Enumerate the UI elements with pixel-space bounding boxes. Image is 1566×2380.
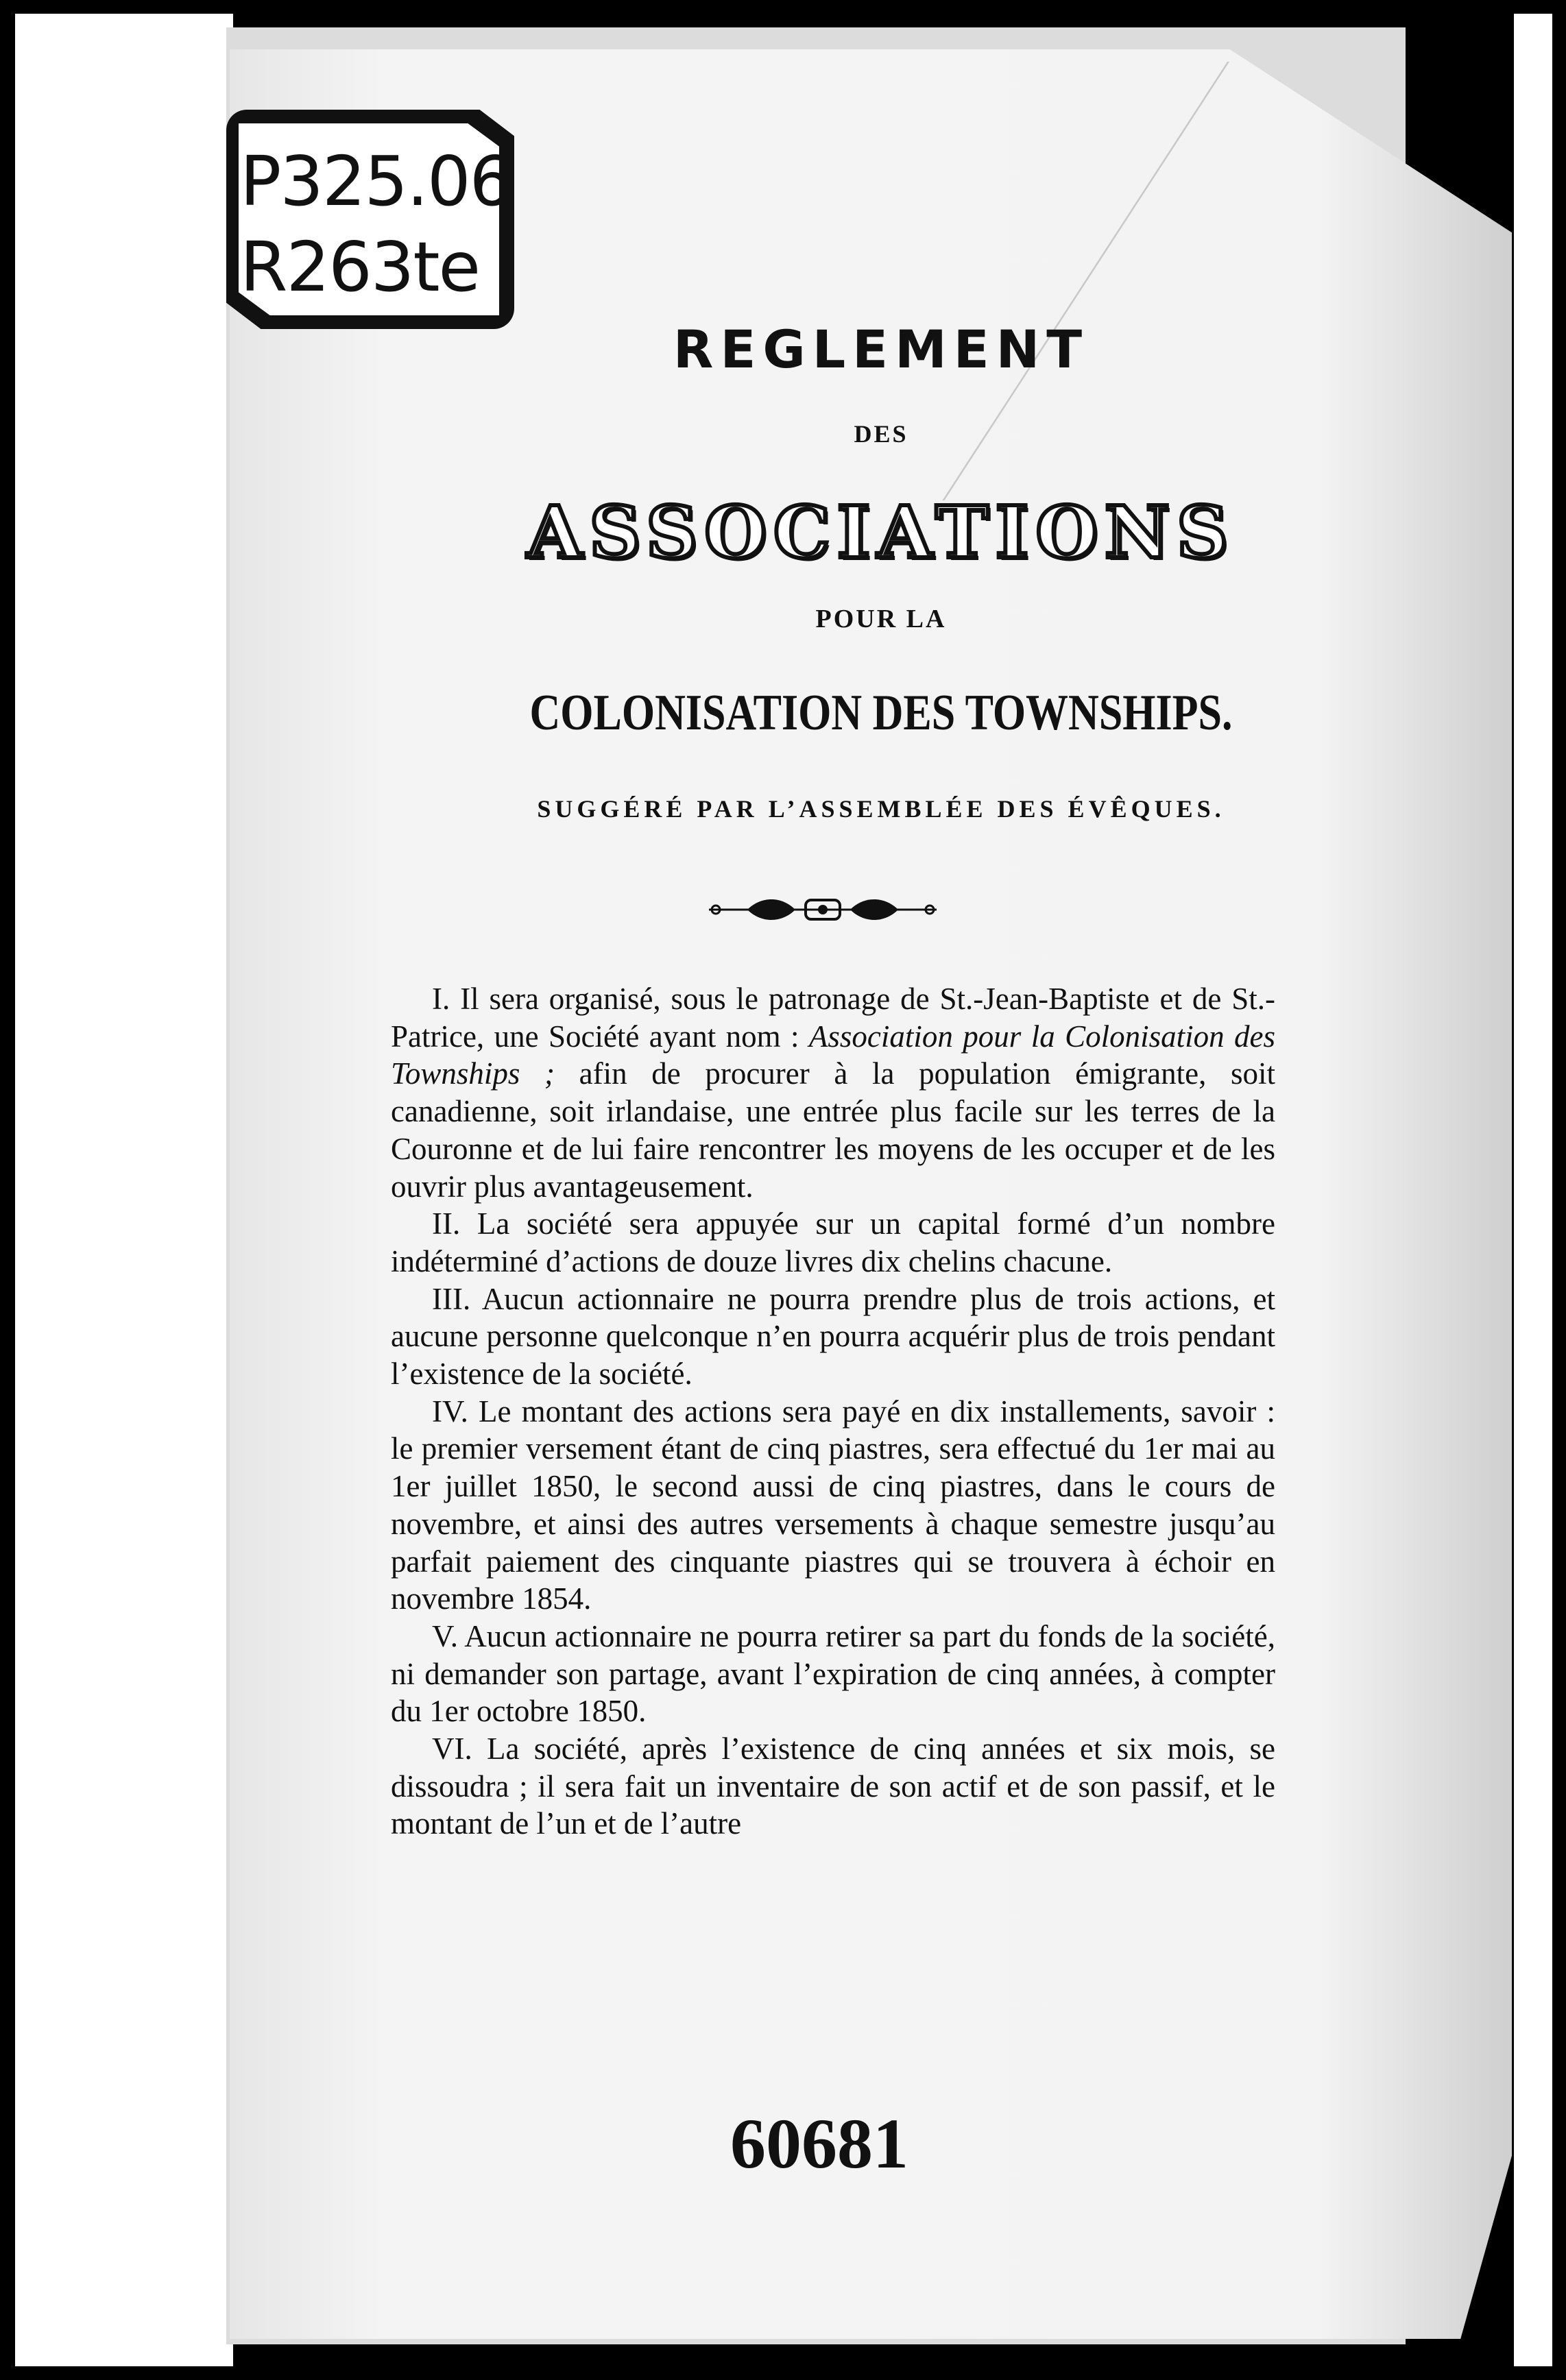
article-1-text-b: afin de procurer à la population émigrante, soit canadienne, soit irlandaise, une entrée plus facile sur les terres de la Couronne et de lui faire rencontrer les moyens de les occuper et de les ouvrir plus avantageusement. (391, 1056, 1275, 1204)
ornament-divider-icon (706, 895, 939, 925)
title-reglement: REGLEMENT (673, 319, 1089, 380)
scan-margin-left (15, 14, 233, 2366)
article-body (391, 980, 1275, 1843)
title-colonisation: COLONISATION DES TOWNSHIPS. (529, 685, 1233, 741)
article-6: VI. La société, après l’existence de cinq années et six mois, se dissoudra ; il sera fait un inventaire de son actif et de son passif, et le montant de l’un et de l’autre (391, 1732, 1275, 1841)
article-5: V. Aucun actionnaire ne pourra retirer sa part du fonds de la société, ni demander son partage, avant l’expiration de cinq années, à compter du 1er octobre 1850. (391, 1618, 1275, 1729)
article-2: II. La société sera appuyée sur un capital formé d’un nombre indéterminé d’actions de douze livres dix chelins chacune. (391, 1206, 1275, 1278)
subtitle-suggere: SUGGÉRÉ PAR L’ASSEMBLÉE DES ÉVÊQUES. (537, 795, 1225, 823)
call-number-line-1: P325.06 (240, 141, 512, 221)
article-1-society-name: Association pour la Colonisation des Townships ; (391, 1019, 1275, 1091)
title-pour-la: POUR LA (815, 605, 947, 633)
title-associations: ASSOCIATIONS (527, 490, 1236, 574)
article-4: IV. Le montant des actions sera payé en dix installements, savoir : le premier versement étant de cinq piastres, sera effectué du 1er mai au 1er juillet 1850, le second aussi de cinq piastres, dans le cours de novembre, et ainsi des autres versements à chaque semestre jusqu’au parfait paiement des cinquante piastres qui se trouvera à échoir en novembre 1854. (391, 1394, 1275, 1616)
article-3: III. Aucun actionnaire ne pourra prendre plus de trois actions, et aucune personne quelconque n’en pourra acquérir plus de trois pendant l’existence de la société. (391, 1281, 1275, 1392)
article-1 (391, 980, 1275, 1205)
title-des: DES (854, 420, 908, 448)
stamp-number: 60681 (730, 2104, 908, 2183)
call-number-line-2: R263te (240, 227, 480, 307)
article-1-text-a: I. Il sera organisé, sous le patronage de St.-Jean-Baptiste et de St.-Patrice, une Société ayant nom : (391, 982, 1275, 1054)
